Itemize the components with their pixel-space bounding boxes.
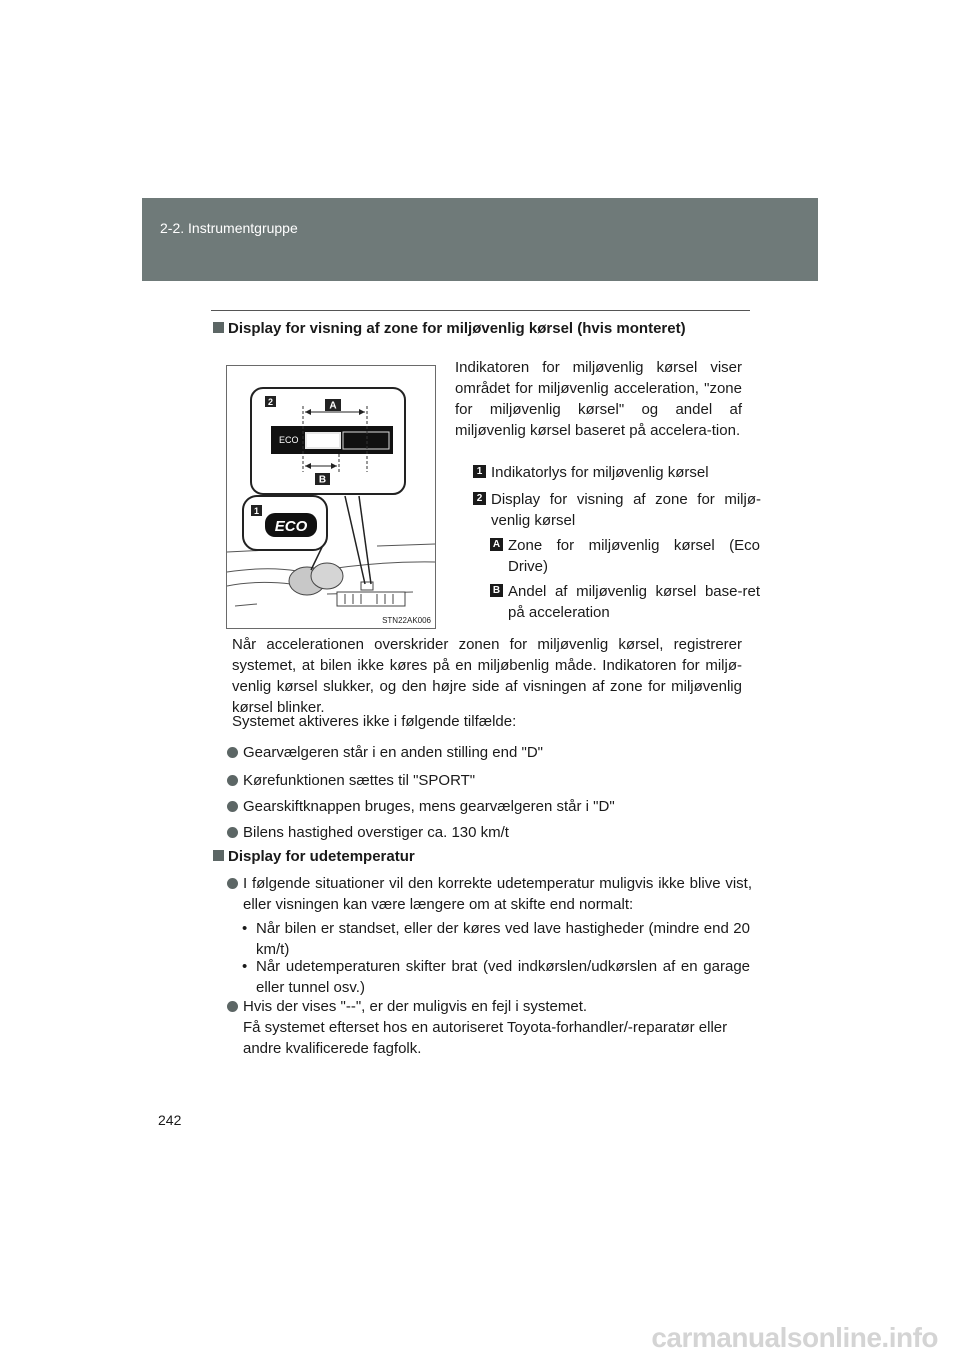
bullet-icon: [227, 801, 238, 812]
list-item: [473, 462, 761, 483]
eco-small-label: ECO: [279, 435, 299, 445]
badge-1: 1: [473, 465, 486, 478]
bullet-icon: [227, 1001, 238, 1012]
condition-text: Kørefunktionen sættes til "SPORT": [243, 772, 476, 789]
dashboard-illustration: [227, 366, 435, 628]
list-item: [490, 535, 760, 577]
bullet-icon: [227, 827, 238, 838]
temp-bullet-2-line2: Få systemet efterset hos en autoriseret Toyota-forhandler/-reparatør eller andre kvalificerede fagfolk.: [243, 1019, 728, 1057]
heading-square-icon: [213, 850, 224, 861]
figure-code: STN22AK006: [382, 616, 431, 625]
list-item: [227, 796, 763, 817]
divider: [211, 310, 750, 311]
bullet-icon: [227, 775, 238, 786]
list-item: [473, 489, 761, 531]
callout-A: A: [329, 400, 337, 412]
list-item: [490, 581, 760, 623]
page-number: 242: [158, 1112, 182, 1128]
eco-label: ECO: [274, 518, 308, 535]
subitem-B-text: Andel af miljøvenlig kørsel base-ret på acceleration: [508, 583, 760, 621]
list-item: [227, 873, 752, 915]
list-item: [227, 770, 763, 791]
badge-A: A: [490, 538, 503, 551]
list-item: [242, 956, 750, 998]
watermark: carmanualsonline.info: [651, 1322, 938, 1353]
eco-paragraph: Når accelerationen overskrider zonen for miljøvenlig kørsel, registrerer systemet, at bilen ikke køres på en miljøbenlig måde. Indikatoren for miljø-venlig kørsel slukker, og den højre side af visningen af zone for miljøvenlig kørsel blinker.: [232, 636, 742, 716]
subbullet-text: Når udetemperaturen skifter brat (ved indkørslen/udkørslen af en garage eller tunnel osv.): [256, 958, 750, 996]
callout-1: 1: [253, 506, 260, 516]
list-item: [242, 918, 750, 960]
eco-display-heading-text: Display for visning af zone for miljøvenlig kørsel (hvis monteret): [228, 320, 686, 337]
temp-display-heading-text: Display for udetemperatur: [228, 848, 415, 865]
bullet-icon: [227, 878, 238, 889]
list-item: [227, 742, 763, 763]
temp-bullet-1-text: I følgende situationer vil den korrekte udetemperatur muligvis ikke blive vist, eller visningen kan være længere om at skifte end normalt:: [243, 875, 752, 913]
section-header-band: [142, 198, 818, 281]
item-2-text: Display for visning af zone for miljø-venlig kørsel: [491, 491, 761, 529]
heading-square-icon: [213, 322, 224, 333]
bullet-icon: [227, 747, 238, 758]
condition-text: Bilens hastighed overstiger ca. 130 km/t: [243, 824, 509, 841]
condition-text: Gearskiftknappen bruges, mens gearvælgeren står i "D": [243, 798, 615, 815]
subitem-A-text: Zone for miljøvenlig kørsel (Eco Drive): [508, 537, 760, 575]
item-1-text: Indikatorlys for miljøvenlig kørsel: [491, 464, 709, 481]
badge-B: B: [490, 584, 503, 597]
section-title: 2-2. Instrumentgruppe: [160, 220, 298, 236]
callout-B: B: [318, 474, 327, 486]
eco-description: Indikatoren for miljøvenlig kørsel viser området for miljøvenlig acceleration, "zone for miljøvenlig kørsel" og andel af miljøvenlig kørsel baseret på accelera-tion.: [455, 359, 742, 439]
temp-display-heading: [213, 848, 415, 865]
temp-bullet-2-line1: Hvis der vises "--", er der muligvis en fejl i systemet.: [243, 998, 588, 1015]
not-active-intro: Systemet aktiveres ikke i følgende tilfælde:: [232, 713, 517, 730]
list-item: [227, 996, 763, 1017]
eco-display-heading: [213, 320, 686, 337]
subbullet-text: Når bilen er standset, eller der køres ved lave hastigheder (mindre end 20 km/t): [256, 920, 750, 958]
eco-display-figure: [226, 365, 436, 629]
callout-2: 2: [267, 397, 274, 407]
subbullet-marker: •: [242, 958, 248, 975]
subbullet-marker: •: [242, 920, 248, 937]
condition-text: Gearvælgeren står i en anden stilling end "D": [243, 744, 543, 761]
badge-2: 2: [473, 492, 486, 505]
list-item: [227, 822, 763, 843]
